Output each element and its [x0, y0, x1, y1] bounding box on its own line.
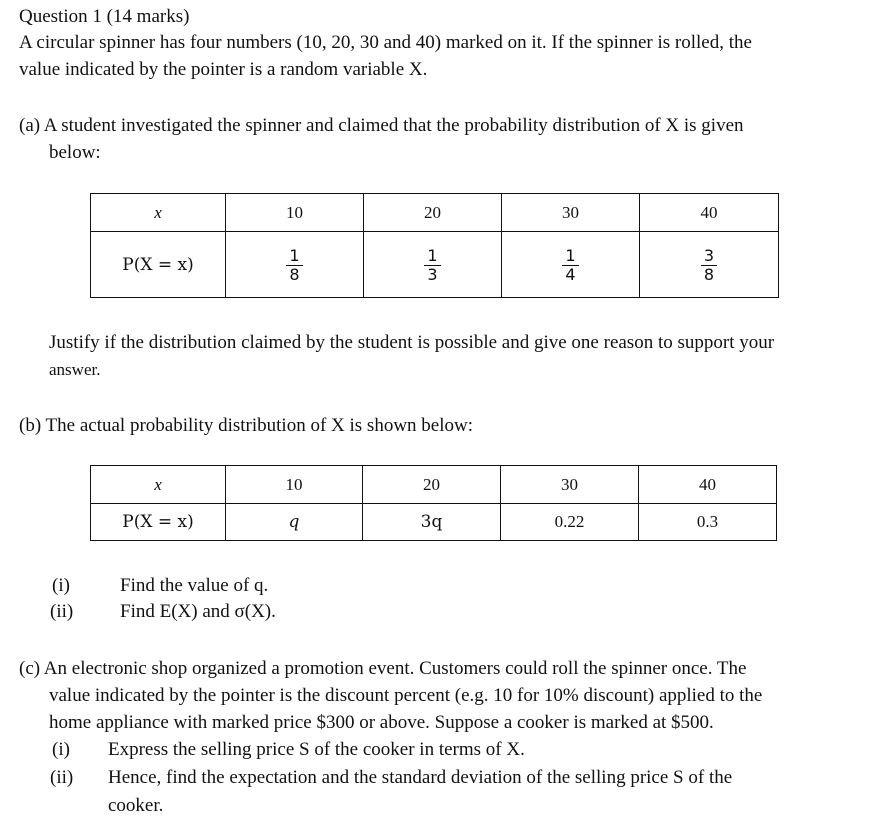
part-b-line-1: (b) The actual probability distribution of X is shown below:	[19, 415, 473, 436]
sub-label: (i)	[52, 575, 70, 596]
x-value: 20	[364, 194, 502, 232]
x-value: 40	[639, 466, 777, 504]
sub-label: (ii)	[50, 601, 74, 622]
part-c-line-1: (c) An electronic shop organized a promotion event. Customers could roll the spinner once. The	[19, 658, 747, 679]
x-header: x	[91, 194, 226, 232]
part-c-line-2: value indicated by the pointer is the discount percent (e.g. 10 for 10% discount) applied to the	[49, 685, 763, 706]
justify-line-2: answer.	[49, 360, 101, 379]
probability-fraction: $\frac{1}{4}$	[502, 232, 640, 298]
probability-value: 3q	[363, 504, 501, 541]
actual-distribution-table	[90, 465, 777, 541]
probability-value: q	[226, 504, 363, 541]
part-c-sub-ii-continued: cooker.	[108, 795, 164, 816]
x-value: 10	[226, 194, 364, 232]
sub-text: Find the value of q.	[120, 575, 269, 596]
part-a-line-1: (a) A student investigated the spinner and claimed that the probability distribution of X is given	[19, 115, 744, 136]
x-value: 10	[226, 466, 363, 504]
question-title: Question 1 (14 marks)	[19, 6, 190, 27]
part-a-line-2: below:	[49, 142, 101, 163]
x-value: 30	[502, 194, 640, 232]
probability-fraction: $\frac{1}{3}$	[364, 232, 502, 298]
sub-label: (ii)	[50, 767, 74, 788]
probability-fraction: $\frac{3}{8}$	[640, 232, 779, 298]
probability-value: 0.3	[639, 504, 777, 541]
part-c-line-3: home appliance with marked price $300 or above. Suppose a cooker is marked at $500.	[49, 712, 714, 733]
question-intro-line-1: A circular spinner has four numbers (10, 20, 30 and 40) marked on it. If the spinner is rolled, the	[19, 32, 752, 53]
x-value: 30	[501, 466, 639, 504]
probability-header: P(X = x)	[91, 232, 226, 298]
x-value: 40	[640, 194, 779, 232]
sub-text: Express the selling price S of the cooker in terms of X.	[108, 739, 525, 760]
probability-value: 0.22	[501, 504, 639, 541]
probability-fraction: $\frac{1}{8}$	[226, 232, 364, 298]
sub-text: Find E(X) and σ(X).	[120, 601, 276, 622]
sub-text: Hence, find the expectation and the standard deviation of the selling price S of the	[108, 767, 733, 788]
question-intro-line-2: value indicated by the pointer is a random variable X.	[19, 59, 428, 80]
sub-label: (i)	[52, 739, 70, 760]
justify-line-1: Justify if the distribution claimed by the student is possible and give one reason to support your	[49, 332, 775, 353]
x-value: 20	[363, 466, 501, 504]
claimed-distribution-table	[90, 193, 779, 298]
x-header: x	[91, 466, 226, 504]
probability-header: P(X = x)	[91, 504, 226, 541]
